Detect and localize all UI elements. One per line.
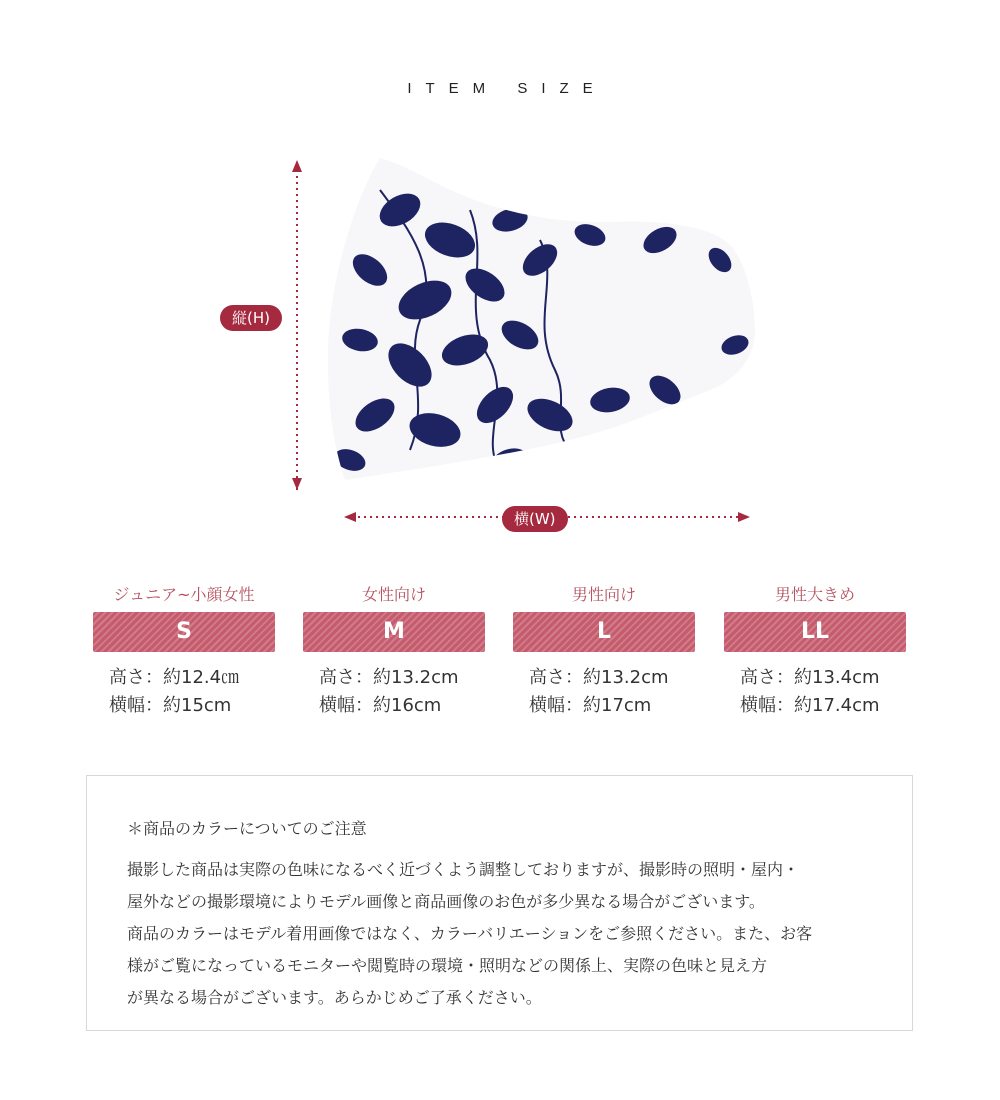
size-height: 高さ：約13.4cm — [740, 667, 880, 688]
notice-line: 様がご覧になっているモニターや閲覧時の環境・照明などの関係上、実際の色味と見え方 — [127, 956, 768, 975]
size-target-label: ジュニア~小顔女性 — [113, 585, 255, 604]
notice-line: 商品のカラーはモデル着用画像ではなく、カラーバリエーションをご参照ください。また、お客 — [127, 924, 813, 943]
size-target-label: 女性向け — [361, 585, 426, 604]
notice-body — [127, 854, 887, 1014]
size-height: 高さ：約12.4㎝ — [109, 667, 240, 688]
notice-line: が異なる場合がございます。あらかじめご了承ください。 — [127, 988, 542, 1007]
color-notice-box — [86, 775, 913, 1031]
notice-line: 屋外などの撮影環境によりモデル画像と商品画像のお色が多少異なる場合がございます。 — [127, 892, 765, 911]
size-width: 横幅：約15cm — [109, 695, 232, 716]
arrow-left-icon — [344, 512, 356, 522]
page-title: ITEM SIZE — [407, 80, 607, 97]
size-badge: M — [303, 612, 485, 652]
size-chart — [93, 582, 913, 722]
notice-line: 撮影した商品は実際の色味になるべく近づくよう調整しておりますが、撮影時の照明・屋内・ — [127, 860, 800, 879]
width-label: 横(W) — [502, 506, 568, 532]
height-label: 縦(H) — [220, 305, 282, 331]
size-card-s — [93, 582, 275, 720]
size-height: 高さ：約13.2cm — [529, 667, 669, 688]
size-target-label: 男性向け — [571, 585, 636, 604]
arrow-down-icon — [292, 478, 302, 490]
arrow-up-icon — [292, 160, 302, 172]
mask-body — [310, 150, 770, 490]
mask-size-diagram — [210, 150, 770, 540]
size-card-ll — [724, 582, 906, 720]
size-card-m — [303, 582, 485, 720]
size-badge: S — [93, 612, 275, 652]
size-width: 横幅：約17.4cm — [740, 695, 880, 716]
size-badge: LL — [724, 612, 906, 652]
size-width: 横幅：約17cm — [529, 695, 652, 716]
size-badge: L — [513, 612, 695, 652]
size-width: 横幅：約16cm — [319, 695, 442, 716]
arrow-right-icon — [738, 512, 750, 522]
mask-illustration — [210, 150, 770, 540]
size-height: 高さ：約13.2cm — [319, 667, 459, 688]
size-target-label: 男性大きめ — [774, 585, 855, 604]
notice-title: ＊商品のカラーについてのご注意 — [127, 819, 367, 838]
size-card-l — [513, 582, 695, 720]
